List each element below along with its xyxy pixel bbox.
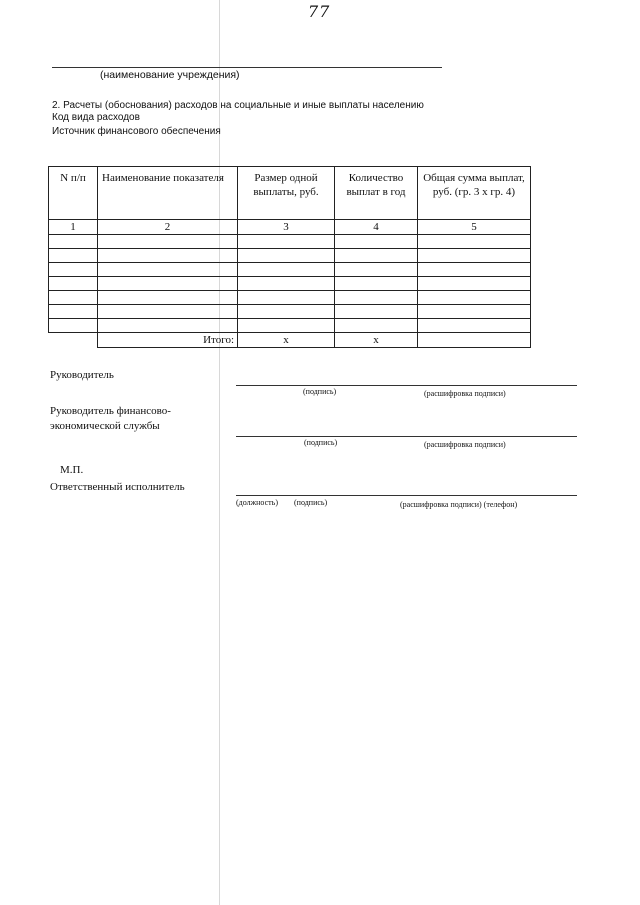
table-cell[interactable] bbox=[238, 263, 335, 277]
finance-signature-caption: (подпись) bbox=[304, 438, 338, 447]
column-number-row bbox=[49, 220, 531, 235]
table-cell[interactable] bbox=[98, 305, 238, 319]
table-row bbox=[49, 291, 531, 305]
finance-signature-line[interactable] bbox=[236, 436, 577, 437]
column-number: 3 bbox=[238, 220, 335, 235]
table-cell[interactable] bbox=[335, 319, 418, 333]
executor-decoding-phone-caption: (расшифровка подписи) (телефон) bbox=[400, 500, 518, 509]
header-cell: Количество выплат в год bbox=[335, 167, 418, 220]
table-cell[interactable] bbox=[335, 235, 418, 249]
table-cell[interactable] bbox=[335, 249, 418, 263]
table-row bbox=[49, 263, 531, 277]
table-cell[interactable] bbox=[418, 291, 531, 305]
funding-source-label: Источник финансового обеспечения bbox=[52, 126, 221, 137]
table-cell[interactable] bbox=[238, 305, 335, 319]
executor-label: Ответственный исполнитель bbox=[50, 481, 185, 493]
table-row bbox=[49, 305, 531, 319]
section-title: 2. Расчеты (обоснования) расходов на социальные и иные выплаты населению bbox=[52, 100, 424, 111]
table-cell[interactable] bbox=[335, 263, 418, 277]
table-row bbox=[49, 319, 531, 333]
table-cell[interactable] bbox=[98, 249, 238, 263]
table-cell[interactable] bbox=[98, 319, 238, 333]
total-cell-sum[interactable] bbox=[418, 333, 531, 348]
institution-caption: (наименование учреждения) bbox=[100, 69, 240, 81]
table-cell[interactable] bbox=[49, 263, 98, 277]
table-cell[interactable] bbox=[238, 277, 335, 291]
column-number: 1 bbox=[49, 220, 98, 235]
institution-line bbox=[52, 67, 442, 68]
table-cell[interactable] bbox=[98, 291, 238, 305]
table-cell[interactable] bbox=[49, 249, 98, 263]
table-cell[interactable] bbox=[335, 291, 418, 305]
table-cell[interactable] bbox=[98, 263, 238, 277]
total-cell-size: x bbox=[238, 333, 335, 348]
table-cell[interactable] bbox=[418, 277, 531, 291]
expense-code-label: Код вида расходов bbox=[52, 112, 140, 123]
finance-head-label-2: экономической службы bbox=[50, 420, 160, 432]
table-cell[interactable] bbox=[49, 277, 98, 291]
executor-signature-caption: (подпись) bbox=[294, 498, 328, 507]
total-label: Итого: bbox=[98, 333, 238, 348]
head-label: Руководитель bbox=[50, 369, 114, 381]
header-cell: Размер одной выплаты, руб. bbox=[238, 167, 335, 220]
table-cell[interactable] bbox=[98, 235, 238, 249]
total-spacer bbox=[49, 333, 98, 348]
stamp-label: М.П. bbox=[60, 464, 84, 476]
table-cell[interactable] bbox=[98, 277, 238, 291]
table-row bbox=[49, 249, 531, 263]
table-cell[interactable] bbox=[238, 291, 335, 305]
finance-head-label-1: Руководитель финансово- bbox=[50, 405, 171, 417]
total-cell-count: x bbox=[335, 333, 418, 348]
table-cell[interactable] bbox=[49, 235, 98, 249]
table-cell[interactable] bbox=[418, 249, 531, 263]
finance-decoding-caption: (расшифровка подписи) bbox=[424, 440, 506, 449]
table-row bbox=[49, 235, 531, 249]
head-signature-caption: (подпись) bbox=[303, 387, 337, 396]
head-decoding-caption: (расшифровка подписи) bbox=[424, 389, 506, 398]
table-cell[interactable] bbox=[418, 305, 531, 319]
table-cell[interactable] bbox=[418, 235, 531, 249]
table-cell[interactable] bbox=[49, 305, 98, 319]
column-number: 2 bbox=[98, 220, 238, 235]
table-cell[interactable] bbox=[335, 305, 418, 319]
table-row bbox=[49, 277, 531, 291]
table-cell[interactable] bbox=[238, 235, 335, 249]
header-cell: N п/п bbox=[49, 167, 98, 220]
executor-signature-line[interactable] bbox=[236, 495, 577, 496]
head-signature-line[interactable] bbox=[236, 385, 577, 386]
column-number: 5 bbox=[418, 220, 531, 235]
header-cell: Наименование показателя bbox=[98, 167, 238, 220]
total-row bbox=[49, 333, 531, 348]
table-cell[interactable] bbox=[49, 291, 98, 305]
column-number: 4 bbox=[335, 220, 418, 235]
table-cell[interactable] bbox=[238, 319, 335, 333]
table-header-row bbox=[49, 167, 531, 220]
table-cell[interactable] bbox=[238, 249, 335, 263]
payments-table bbox=[48, 166, 531, 348]
table-cell[interactable] bbox=[49, 319, 98, 333]
table-cell[interactable] bbox=[335, 277, 418, 291]
table-cell[interactable] bbox=[418, 263, 531, 277]
page-number: 77 bbox=[308, 2, 331, 21]
header-cell: Общая сумма выплат, руб. (гр. 3 x гр. 4) bbox=[418, 167, 531, 220]
executor-position-caption: (должность) bbox=[236, 498, 278, 507]
table-cell[interactable] bbox=[418, 319, 531, 333]
